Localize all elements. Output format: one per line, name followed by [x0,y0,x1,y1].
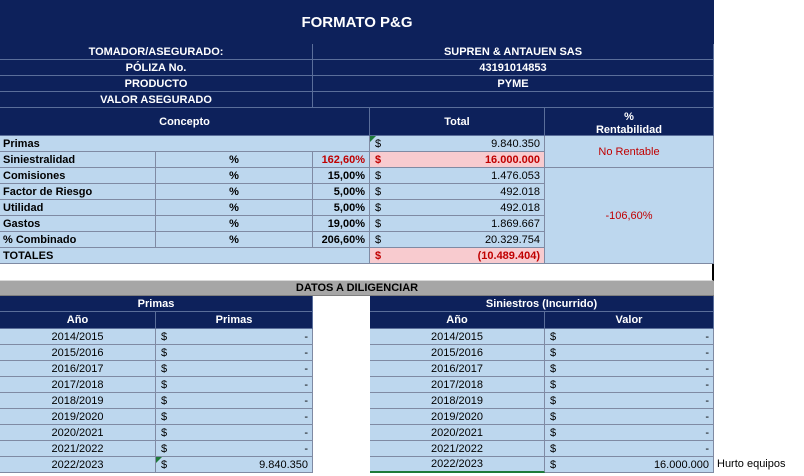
summary-row-total-cell[interactable] [370,152,545,168]
primas-value-cell[interactable] [156,377,313,393]
poliza-label: PÓLIZA No. [0,60,313,76]
siniestros-value: - [705,426,709,439]
summary-row-label: Gastos [0,216,156,232]
primas-value-cell[interactable] [156,393,313,409]
currency-symbol: $ [161,378,168,391]
rentabilidad-value: -106,60% [545,168,714,264]
primas-year: 2017/2018 [0,377,156,393]
currency-symbol: $ [375,185,382,198]
primas-value: 9.840.350 [259,458,308,471]
primas-value: - [304,362,308,375]
summary-row-unit: % [156,152,313,168]
summary-row-label: Factor de Riesgo [0,184,156,200]
siniestros-year: 2015/2016 [370,345,545,361]
currency-symbol: $ [550,458,557,471]
primas-value-cell[interactable] [156,457,313,473]
siniestros-value: 16.000.000 [653,458,709,471]
siniestros-value: - [705,394,709,407]
siniestros-year: 2016/2017 [370,361,545,377]
producto-label: PRODUCTO [0,76,313,92]
siniestros-value-cell[interactable] [545,329,714,345]
summary-row-unit: % [156,200,313,216]
total-header: Total [370,108,545,136]
siniestros-year: 2018/2019 [370,393,545,409]
report-title: FORMATO P&G [0,0,714,44]
siniestros-value-cell[interactable] [545,409,714,425]
primas-total: 9.840.350 [491,137,540,150]
primas-value-cell[interactable] [156,345,313,361]
currency-symbol: $ [550,426,557,439]
summary-row-total: 492.018 [500,201,540,214]
rentabilidad-header-label: Rentabilidad [595,123,662,136]
siniestros-col-ano: Año [370,312,545,329]
siniestros-year: 2020/2021 [370,425,545,441]
summary-row-pct[interactable]: 162,60% [313,152,370,168]
summary-row-unit: % [156,168,313,184]
poliza-value[interactable]: 43191014853 [313,60,714,76]
primas-value: - [304,346,308,359]
siniestros-value-cell[interactable] [545,425,714,441]
datos-header: DATOS A DILIGENCIAR [0,281,714,296]
primas-col-ano: Año [0,312,156,329]
primas-value: - [304,442,308,455]
tomador-value[interactable]: SUPREN & ANTAUEN SAS [313,44,714,60]
primas-year: 2021/2022 [0,441,156,457]
currency-symbol: $ [161,442,168,455]
primas-value: - [304,394,308,407]
totales-value: (10.489.404) [477,249,540,262]
siniestros-value: - [705,362,709,375]
currency-symbol: $ [375,169,382,182]
tomador-label: TOMADOR/ASEGURADO: [0,44,313,60]
siniestros-value: - [705,346,709,359]
primas-value-cell[interactable] [156,329,313,345]
summary-row-total-cell[interactable] [370,168,545,184]
currency-symbol: $ [161,394,168,407]
summary-row-total-cell[interactable] [370,184,545,200]
primas-value-cell[interactable] [156,441,313,457]
primas-value-cell[interactable] [156,361,313,377]
summary-row-label: % Combinado [0,232,156,248]
valor-asegurado-value[interactable] [313,92,714,108]
currency-symbol: $ [550,330,557,343]
producto-value[interactable]: PYME [313,76,714,92]
summary-row-label: Utilidad [0,200,156,216]
primas-total-cell[interactable] [370,136,545,152]
primas-label: Primas [0,136,370,152]
valor-asegurado-label: VALOR ASEGURADO [0,92,313,108]
summary-row-label: Comisiones [0,168,156,184]
currency-symbol: $ [161,346,168,359]
rentabilidad-header-symbol: % [624,110,634,123]
summary-row-unit: % [156,232,313,248]
siniestros-value: - [705,410,709,423]
summary-row-pct[interactable]: 19,00% [313,216,370,232]
primas-year: 2022/2023 [0,457,156,473]
siniestros-col-valor: Valor [545,312,714,329]
primas-col-primas: Primas [156,312,313,329]
primas-year: 2020/2021 [0,425,156,441]
currency-symbol: $ [375,217,382,230]
currency-symbol: $ [550,394,557,407]
siniestros-year: 2021/2022 [370,441,545,457]
concepto-header: Concepto [0,108,370,136]
siniestros-value: - [705,378,709,391]
currency-symbol: $ [550,346,557,359]
hurto-note[interactable]: Hurto equipos [717,458,786,470]
siniestros-value-cell[interactable] [545,393,714,409]
siniestros-year: 2017/2018 [370,377,545,393]
rentabilidad-header [545,108,714,136]
currency-symbol: $ [550,410,557,423]
currency-symbol: $ [161,426,168,439]
primas-value: - [304,378,308,391]
currency-symbol: $ [550,442,557,455]
summary-row-total-cell[interactable] [370,232,545,248]
primas-year: 2016/2017 [0,361,156,377]
currency-symbol: $ [161,458,168,471]
summary-row-total-cell[interactable] [370,216,545,232]
primas-year: 2014/2015 [0,329,156,345]
siniestros-value-cell[interactable] [545,457,714,473]
siniestros-section-header: Siniestros (Incurrido) [370,296,714,312]
no-rentable-status: No Rentable [545,136,714,168]
primas-year: 2019/2020 [0,409,156,425]
summary-row-total: 492.018 [500,185,540,198]
summary-row-pct[interactable]: 5,00% [313,184,370,200]
currency-symbol: $ [550,362,557,375]
totales-cell[interactable] [370,248,545,264]
primas-value: - [304,426,308,439]
primas-value: - [304,410,308,423]
currency-symbol: $ [161,330,168,343]
summary-row-pct[interactable]: 206,60% [313,232,370,248]
primas-year: 2015/2016 [0,345,156,361]
siniestros-value-cell[interactable] [545,441,714,457]
summary-row-total: 20.329.754 [484,233,540,246]
siniestros-value-cell[interactable] [545,345,714,361]
siniestros-year: 2014/2015 [370,329,545,345]
siniestros-value-cell[interactable] [545,361,714,377]
summary-row-pct[interactable]: 5,00% [313,200,370,216]
primas-value-cell[interactable] [156,409,313,425]
siniestros-value-cell[interactable] [545,377,714,393]
summary-row-total-cell[interactable] [370,200,545,216]
currency-symbol: $ [161,410,168,423]
siniestros-value: - [705,442,709,455]
blank-row [0,264,714,281]
currency-symbol: $ [161,362,168,375]
primas-year: 2018/2019 [0,393,156,409]
siniestros-year: 2019/2020 [370,409,545,425]
currency-symbol: $ [375,249,382,262]
currency-symbol: $ [375,137,382,150]
currency-symbol: $ [375,201,382,214]
summary-row-pct[interactable]: 15,00% [313,168,370,184]
summary-row-total: 1.869.667 [491,217,540,230]
summary-row-unit: % [156,216,313,232]
primas-value-cell[interactable] [156,425,313,441]
totales-label: TOTALES [0,248,370,264]
siniestros-year: 2022/2023 [370,457,545,473]
currency-symbol: $ [375,153,382,166]
currency-symbol: $ [375,233,382,246]
summary-row-total: 16.000.000 [484,153,540,166]
currency-symbol: $ [550,378,557,391]
primas-value: - [304,330,308,343]
siniestros-value: - [705,330,709,343]
summary-row-label: Siniestralidad [0,152,156,168]
summary-row-total: 1.476.053 [491,169,540,182]
primas-section-header: Primas [0,296,313,312]
summary-row-unit: % [156,184,313,200]
